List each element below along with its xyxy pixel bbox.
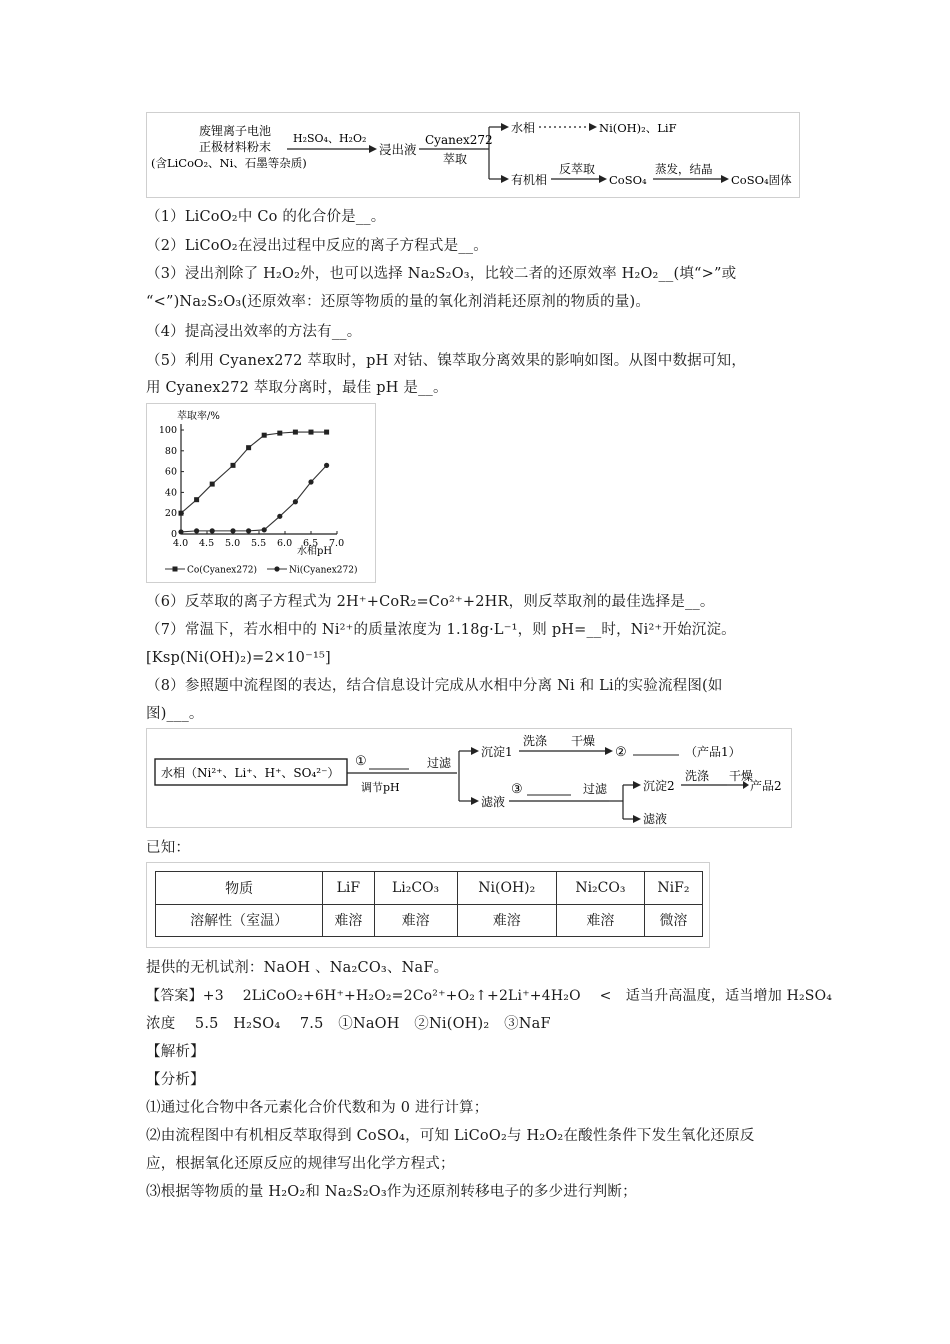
answer-line-1: 【答案】+3 2LiCoO₂+6H⁺+H₂O₂=2Co²⁺+O₂↑+2Li⁺+4H₂O < 适当升高温度，适当增加 H₂SO₄ xyxy=(146,988,833,1004)
y-tick-label: 100 xyxy=(158,425,177,436)
separation-flow-svg xyxy=(147,729,791,827)
flow2-step1: ① xyxy=(355,754,367,769)
table-row xyxy=(156,904,703,937)
x-tick-label: 4.5 xyxy=(199,538,215,549)
flow1-coso4: CoSO₄ xyxy=(609,173,647,187)
question-1: （1）LiCoO₂中 Co 的化合价是__。 xyxy=(146,209,386,225)
flow2-adjust: 调节pH xyxy=(361,781,400,794)
flow2-product2: 产品2 xyxy=(750,779,782,793)
analysis-p1: ⑴通过化合物中各元素化合价代数和为 0 进行计算； xyxy=(146,1100,489,1116)
table-cell: Li₂CO₃ xyxy=(374,872,457,905)
flow2-wash2: 洗涤 xyxy=(685,769,710,783)
x-tick-label: 7.0 xyxy=(329,538,345,549)
data-point-co xyxy=(246,445,251,450)
legend-marker-ni xyxy=(274,566,279,571)
flow1-extractant: Cyanex272 xyxy=(425,133,493,147)
data-point-co xyxy=(194,497,199,502)
flow1-leachate: 浸出液 xyxy=(379,142,417,157)
legend-label-co: Co(Cyanex272) xyxy=(187,565,258,576)
data-point-co xyxy=(324,430,329,435)
data-point-ni xyxy=(308,479,313,484)
question-8a: （8）参照题中流程图的表达，结合信息设计完成从水相中分离 Ni 和 Li的实验流程图(如 xyxy=(146,678,723,694)
question-5b: 用 Cyanex272 萃取分离时，最佳 pH 是__。 xyxy=(146,380,448,396)
data-point-ni xyxy=(230,528,235,533)
question-4: （4）提高浸出效率的方法有__。 xyxy=(146,324,362,340)
y-tick-label: 60 xyxy=(164,466,177,478)
legend-marker-co xyxy=(173,567,178,572)
flow1-back-extract: 反萃取 xyxy=(559,162,596,176)
y-tick-label: 20 xyxy=(164,508,177,520)
separation-flow-diagram xyxy=(146,728,792,828)
question-7b: [Ksp(Ni(OH)₂)=2×10⁻¹⁵] xyxy=(146,650,331,666)
table-cell: 难溶 xyxy=(457,904,556,937)
table-cell: 难溶 xyxy=(323,904,374,937)
arrowhead xyxy=(501,175,509,183)
solubility-table xyxy=(155,871,703,937)
flow1-input-line1: 废锂离子电池 xyxy=(199,124,272,138)
data-point-co xyxy=(231,463,236,468)
data-point-ni xyxy=(277,514,282,519)
question-3b: “<”)Na₂S₂O₃(还原效率：还原等物质的量的氧化剂消耗还原剂的物质的量)。 xyxy=(146,294,651,310)
chart-xlabel: 水相pH xyxy=(297,546,333,557)
chart-legend xyxy=(165,565,358,576)
flow1-solid: CoSO₄固体 xyxy=(731,173,792,187)
flow1-extract-op: 萃取 xyxy=(443,152,468,166)
analysis-subtitle: 【分析】 xyxy=(146,1072,205,1088)
x-tick-label: 5.0 xyxy=(225,538,241,549)
flow1-aqueous-product: Ni(OH)₂、LiF xyxy=(599,121,677,135)
arrowhead xyxy=(501,123,509,131)
y-tick-label: 80 xyxy=(164,445,177,457)
data-point-ni xyxy=(194,528,199,533)
extraction-chart xyxy=(146,403,376,583)
data-point-ni xyxy=(324,463,329,468)
flow1-evap: 蒸发，结晶 xyxy=(655,162,713,176)
data-point-co xyxy=(262,433,267,438)
analysis-p2: ⑵由流程图中有机相反萃取得到 CoSO₄，可知 LiCoO₂与 H₂O₂在酸性条件下发生氧化还原反 xyxy=(146,1128,755,1144)
y-tick-label: 0 xyxy=(170,529,177,540)
series-line-1 xyxy=(181,465,327,532)
question-7a: （7）常温下，若水相中的 Ni²⁺的质量浓度为 1.18g·L⁻¹，则 pH=__时，Ni²⁺开始沉淀。 xyxy=(146,622,736,638)
flow1-aqueous: 水相 xyxy=(511,121,536,135)
question-6: （6）反萃取的离子方程式为 2H⁺+CoR₂=Co²⁺+2HR，则反萃取剂的最佳选择是__。 xyxy=(146,594,715,610)
flow1-reagent: H₂SO₄、H₂O₂ xyxy=(293,132,367,145)
x-tick-label: 5.5 xyxy=(251,538,267,549)
data-point-ni xyxy=(246,528,251,533)
table-cell: NiF₂ xyxy=(644,872,702,905)
table-cell: 物质 xyxy=(156,872,323,905)
chart-ylabel: 萃取率/% xyxy=(177,411,220,422)
flow2-start: 水相（Ni²⁺、Li⁺、H⁺、SO₄²⁻） xyxy=(161,766,340,780)
flow2-product1: （产品1） xyxy=(685,745,741,759)
answer-line-2: 浓度 5.5 H₂SO₄ 7.5 ①NaOH ②Ni(OH)₂ ③NaF xyxy=(146,1016,551,1032)
analysis-p3: 应，根据氧化还原反应的规律写出化学方程式； xyxy=(146,1156,455,1172)
legend-label-ni: Ni(Cyanex272) xyxy=(289,565,358,576)
x-tick-label: 6.0 xyxy=(277,538,293,549)
chart-svg xyxy=(147,404,375,582)
reagents-line: 提供的无机试剂：NaOH 、Na₂CO₃、NaF。 xyxy=(146,960,449,976)
table-cell: 溶解性（室温） xyxy=(156,904,323,937)
data-point-co xyxy=(293,430,298,435)
data-point-ni xyxy=(210,528,215,533)
solubility-table-figure xyxy=(146,862,710,948)
flow2-filtrate: 滤液 xyxy=(481,795,506,809)
flow2-dry2: 干燥 xyxy=(729,769,754,783)
table-cell: 难溶 xyxy=(374,904,457,937)
process-flow-svg xyxy=(147,113,799,197)
analysis-p4: ⑶根据等物质的量 H₂O₂和 Na₂S₂O₃作为还原剂转移电子的多少进行判断； xyxy=(146,1184,637,1200)
flow2-step2: ② xyxy=(615,745,627,760)
flow2-filter2: 过滤 xyxy=(583,782,608,796)
data-point-ni xyxy=(293,499,298,504)
table-cell: 微溶 xyxy=(644,904,702,937)
analysis-title: 【解析】 xyxy=(146,1044,205,1060)
flow2-filter: 过滤 xyxy=(427,756,452,770)
question-8b: 图)___。 xyxy=(146,706,204,722)
flow1-organic: 有机相 xyxy=(511,173,548,187)
flow2-ppt2: 沉淀2 xyxy=(643,779,675,793)
question-3a: （3）浸出剂除了 H₂O₂外，也可以选择 Na₂S₂O₃，比较二者的还原效率 H₂O₂__(填“>”或 xyxy=(146,266,737,282)
data-point-co xyxy=(309,430,314,435)
flow2-ppt1: 沉淀1 xyxy=(481,745,513,759)
y-tick-label: 40 xyxy=(164,487,177,499)
chart-marks xyxy=(178,430,329,535)
x-tick-label: 6.5 xyxy=(303,538,319,549)
question-2: （2）LiCoO₂在浸出过程中反应的离子方程式是__。 xyxy=(146,238,488,254)
question-5a: （5）利用 Cyanex272 萃取时，pH 对钴、镍萃取分离效果的影响如图。从图中数据可知， xyxy=(146,353,747,369)
known-label: 已知： xyxy=(146,840,191,856)
table-cell: LiF xyxy=(323,872,374,905)
flow2-wash: 洗涤 xyxy=(523,734,548,748)
flow2-dry: 干燥 xyxy=(571,734,596,748)
data-point-co xyxy=(210,482,215,487)
table-cell: Ni(OH)₂ xyxy=(457,872,556,905)
flow1-input-line3: (含LiCoO₂、Ni、石墨等杂质) xyxy=(151,156,307,170)
flow1-input-line2: 正极材料粉末 xyxy=(199,140,272,154)
flow2-filtrate2: 滤液 xyxy=(643,812,668,826)
table-cell: 难溶 xyxy=(556,904,644,937)
table-header-row xyxy=(156,872,703,905)
x-tick-label: 4.0 xyxy=(173,538,189,549)
data-point-co xyxy=(179,511,184,516)
series-line-0 xyxy=(181,432,327,513)
data-point-ni xyxy=(178,529,183,534)
flow2-step3: ③ xyxy=(511,782,523,797)
table-cell: Ni₂CO₃ xyxy=(556,872,644,905)
data-point-co xyxy=(277,431,282,436)
data-point-ni xyxy=(262,527,267,532)
arrowhead xyxy=(369,145,377,153)
process-flow-diagram xyxy=(146,112,800,198)
